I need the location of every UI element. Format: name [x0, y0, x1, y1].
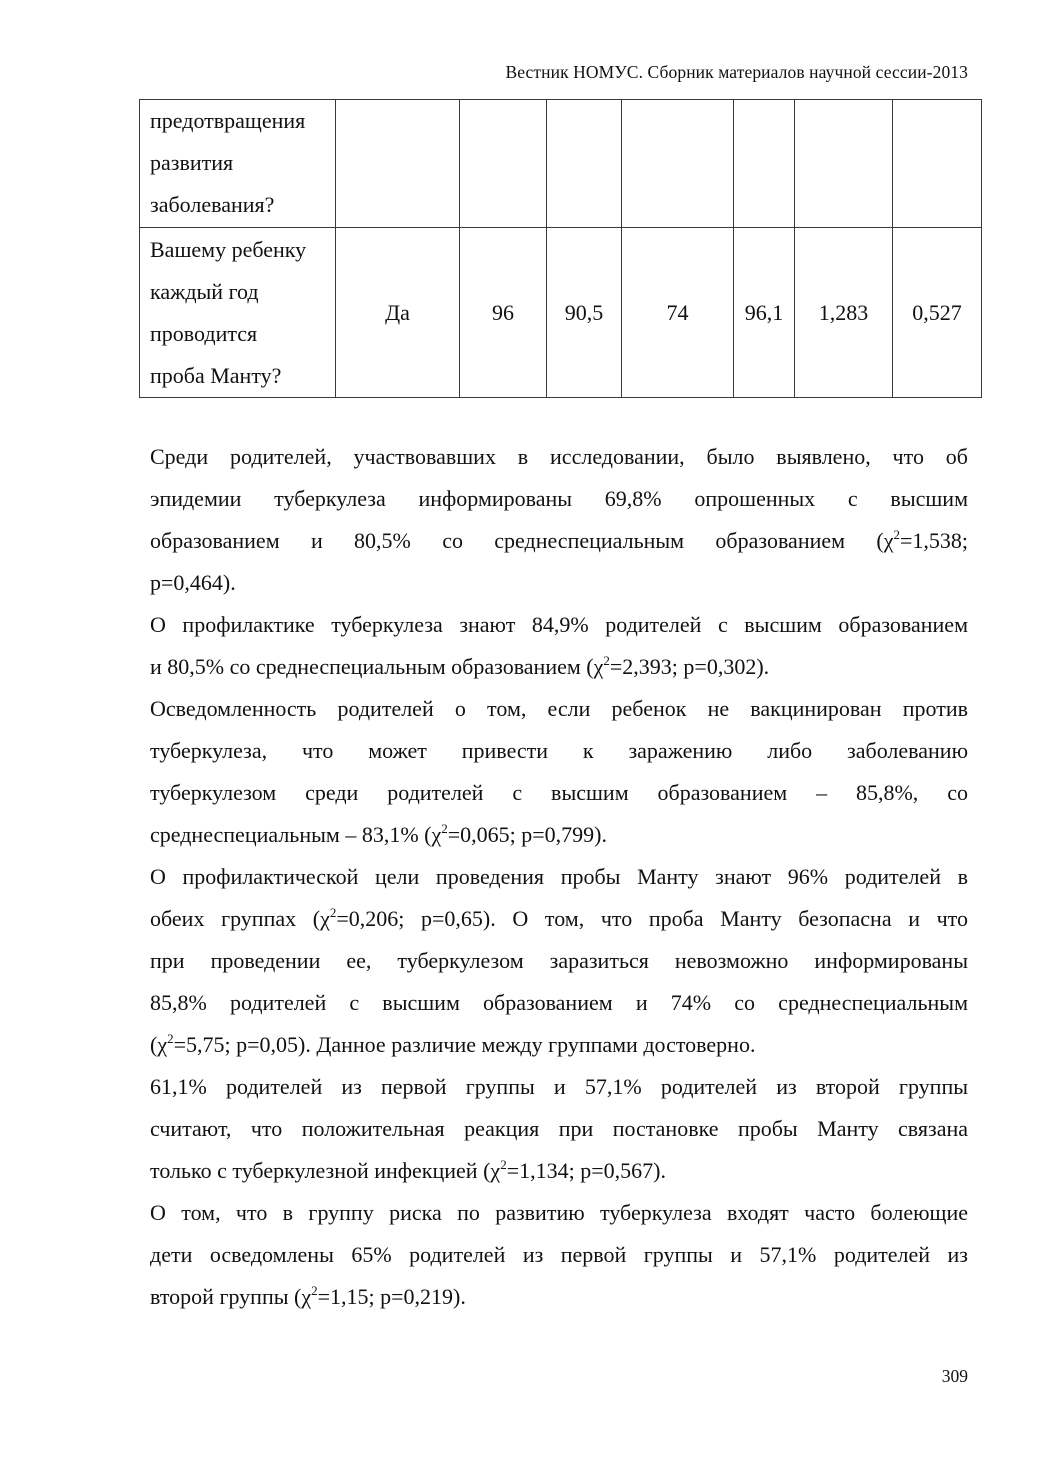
text-segment: =5,75; p=0,05). Данное различие между группами достоверно.	[173, 1032, 756, 1057]
question-line: развития	[150, 150, 234, 175]
question-line: каждый год	[150, 279, 259, 304]
table-row	[140, 228, 982, 398]
text-line	[150, 520, 968, 562]
text-line: эпидемии туберкулеза информированы 69,8% опрошенных с высшим	[150, 486, 968, 511]
text-line	[150, 1024, 968, 1066]
text-segment: образованием и 80,5% со среднеспециальным образованием (χ	[150, 528, 894, 553]
value-cell	[795, 100, 893, 228]
paragraph	[150, 436, 968, 604]
question-cell	[140, 100, 336, 228]
question-line: проба Манту?	[150, 363, 282, 388]
text-segment: второй группы (χ	[150, 1284, 312, 1309]
text-segment: =1,134; p=0,567).	[506, 1158, 666, 1183]
page-number: 309	[941, 1366, 968, 1386]
text-line	[150, 646, 968, 688]
text-line: туберкулезом среди родителей с высшим образованием – 85,8%, со	[150, 780, 968, 805]
value-cell	[336, 100, 460, 228]
superscript: 2	[167, 1031, 174, 1046]
text-segment: и 80,5% со среднеспециальным образованием (χ	[150, 654, 604, 679]
value-cell	[622, 100, 734, 228]
value-cell	[547, 100, 622, 228]
text-segment: обеих группах (χ	[150, 906, 330, 931]
value-cell: 96	[460, 228, 547, 398]
running-header: Вестник НОМУС. Сборник материалов научной сессии-2013	[505, 62, 968, 82]
text-line: туберкулеза, что может привести к заражению либо заболеванию	[150, 738, 968, 763]
paragraph	[150, 1066, 968, 1192]
text-segment: среднеспециальным – 83,1% (χ	[150, 822, 442, 847]
text-line: p=0,464).	[150, 570, 236, 595]
question-line: проводится	[150, 321, 258, 346]
value-cell: 96,1	[734, 228, 795, 398]
superscript: 2	[603, 653, 610, 668]
value-cell: Да	[336, 228, 460, 398]
value-cell: 74	[622, 228, 734, 398]
value-cell: 90,5	[547, 228, 622, 398]
question-line: предотвращения	[150, 108, 306, 133]
text-segment: =0,206; p=0,65). О том, что проба Манту безопасна и что	[336, 906, 969, 931]
text-line: считают, что положительная реакция при постановке пробы Манту связана	[150, 1116, 968, 1141]
text-segment: =1,538;	[899, 528, 968, 553]
text-segment: =2,393; p=0,302).	[609, 654, 770, 679]
value-cell	[734, 100, 795, 228]
text-segment: =1,15; p=0,219).	[317, 1284, 466, 1309]
table-row	[140, 100, 982, 228]
question-line: Вашему ребенку	[150, 237, 307, 262]
text-line: 85,8% родителей с высшим образованием и 74% со среднеспециальным	[150, 990, 968, 1015]
value-cell: 0,527	[893, 228, 982, 398]
body-text	[150, 436, 968, 1318]
superscript: 2	[311, 1283, 318, 1298]
text-line	[150, 898, 968, 940]
question-cell	[140, 228, 336, 398]
text-line: Осведомленность родителей о том, если ребенок не вакцинирован против	[150, 696, 968, 721]
value-cell	[893, 100, 982, 228]
question-line: заболевания?	[150, 192, 275, 217]
text-line: Среди родителей, участвовавших в исследовании, было выявлено, что об	[150, 444, 968, 469]
text-line: при проведении ее, туберкулезом заразиться невозможно информированы	[150, 948, 968, 973]
text-line: О профилактической цели проведения пробы Манту знают 96% родителей в	[150, 864, 968, 889]
text-line: О том, что в группу риска по развитию туберкулеза входят часто болеющие	[150, 1200, 968, 1225]
text-segment: только с туберкулезной инфекцией (χ	[150, 1158, 501, 1183]
text-line: дети осведомлены 65% родителей из первой группы и 57,1% родителей из	[150, 1242, 968, 1267]
superscript: 2	[893, 527, 900, 542]
text-line	[150, 1276, 968, 1318]
text-line	[150, 814, 968, 856]
superscript: 2	[441, 821, 448, 836]
text-line: 61,1% родителей из первой группы и 57,1% родителей из второй группы	[150, 1074, 968, 1099]
superscript: 2	[329, 905, 337, 920]
text-line	[150, 1150, 968, 1192]
paragraph	[150, 1192, 968, 1318]
survey-results-table	[139, 99, 982, 398]
paragraph	[150, 604, 968, 688]
value-cell	[460, 100, 547, 228]
text-line: О профилактике туберкулеза знают 84,9% родителей с высшим образованием	[150, 612, 968, 637]
paragraph	[150, 856, 968, 1066]
paragraph	[150, 688, 968, 856]
superscript: 2	[500, 1157, 507, 1172]
text-segment: (χ	[150, 1032, 168, 1057]
value-cell: 1,283	[795, 228, 893, 398]
text-segment: =0,065; p=0,799).	[447, 822, 607, 847]
